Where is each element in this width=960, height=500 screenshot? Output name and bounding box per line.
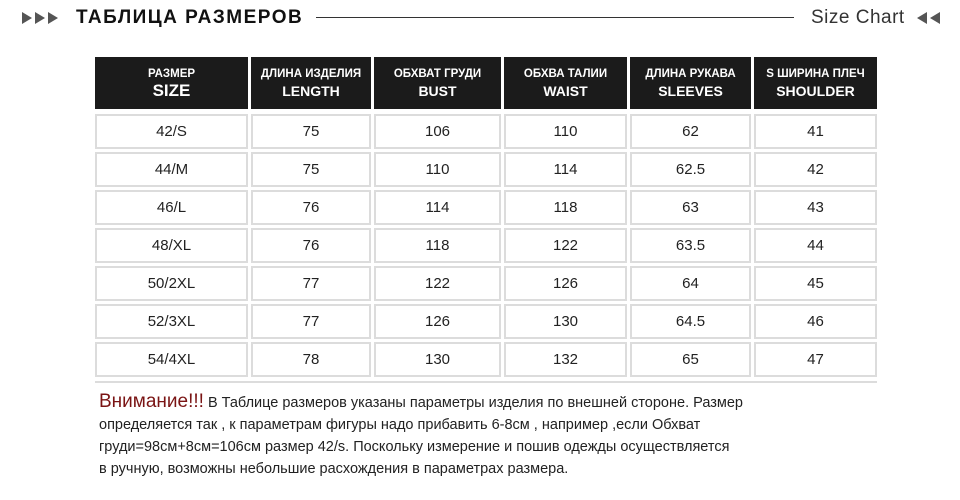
note-warning: Внимание!!! <box>99 391 204 412</box>
waist-cell: 110 <box>504 114 627 149</box>
header-en-label: SLEEVES <box>658 82 723 99</box>
sleeves-cell: 65 <box>630 342 751 377</box>
size-cell: 52/3XL <box>95 304 248 339</box>
table-row <box>95 190 877 225</box>
waist-cell: 126 <box>504 266 627 301</box>
shoulder-cell: 43 <box>754 190 877 225</box>
table-row <box>95 228 877 263</box>
bust-cell: 106 <box>374 114 501 149</box>
size-table <box>95 57 877 377</box>
header-ru-label: ДЛИНА РУКАВА <box>645 67 736 80</box>
shoulder-cell: 41 <box>754 114 877 149</box>
header-cell-length <box>251 57 371 109</box>
table-header-row <box>95 57 877 109</box>
bust-cell: 130 <box>374 342 501 377</box>
size-cell: 54/4XL <box>95 342 248 377</box>
title-en: Size Chart <box>811 7 905 28</box>
sleeves-cell: 64.5 <box>630 304 751 339</box>
length-cell: 77 <box>251 266 371 301</box>
header-cell-sleeves <box>630 57 751 109</box>
shoulder-cell: 44 <box>754 228 877 263</box>
length-cell: 76 <box>251 228 371 263</box>
table-row <box>95 266 877 301</box>
size-cell: 48/XL <box>95 228 248 263</box>
table-row <box>95 304 877 339</box>
header-ru-label: РАЗМЕР <box>147 67 196 80</box>
size-cell: 44/M <box>95 152 248 187</box>
size-cell: 42/S <box>95 114 248 149</box>
table-row <box>95 152 877 187</box>
sleeves-cell: 64 <box>630 266 751 301</box>
note-line-3: груди=98см+8см=106см размер 42/s. Поскольку измерение и пошив одежды осуществляется <box>99 439 730 455</box>
waist-cell: 132 <box>504 342 627 377</box>
sleeves-cell: 62 <box>630 114 751 149</box>
bust-cell: 126 <box>374 304 501 339</box>
bust-cell: 118 <box>374 228 501 263</box>
bust-cell: 110 <box>374 152 501 187</box>
header-ru-label: ОБХВАТ ГРУДИ <box>393 67 482 80</box>
header-cell-shoulder <box>754 57 877 109</box>
waist-cell: 130 <box>504 304 627 339</box>
header-ru-label: ДЛИНА ИЗДЕЛИЯ <box>260 67 362 80</box>
sleeves-cell: 63 <box>630 190 751 225</box>
header-en-label: WAIST <box>543 82 588 99</box>
shoulder-cell: 47 <box>754 342 877 377</box>
header-divider <box>316 17 794 18</box>
header-ru-label: ОБХВА ТАЛИИ <box>523 67 608 80</box>
note-line-1-text: В Таблице размеров указаны параметры изделия по внешней стороне. Размер <box>203 395 743 411</box>
waist-cell: 114 <box>504 152 627 187</box>
note-line-1 <box>99 391 869 414</box>
waist-cell: 118 <box>504 190 627 225</box>
length-cell: 77 <box>251 304 371 339</box>
header-en-label: LENGTH <box>282 82 340 99</box>
shoulder-cell: 45 <box>754 266 877 301</box>
table-bottom-divider <box>95 381 877 383</box>
bust-cell: 122 <box>374 266 501 301</box>
shoulder-cell: 42 <box>754 152 877 187</box>
header-cell-size <box>95 57 248 109</box>
waist-cell: 122 <box>504 228 627 263</box>
length-cell: 75 <box>251 152 371 187</box>
size-cell: 46/L <box>95 190 248 225</box>
arrows-right-icon <box>917 12 940 24</box>
arrows-left-icon <box>22 12 58 24</box>
header-en-label: SIZE <box>152 80 191 100</box>
sleeves-cell: 63.5 <box>630 228 751 263</box>
size-cell: 50/2XL <box>95 266 248 301</box>
note-line-2: определяется так , к параметрам фигуры надо прибавить 6-8см , например ,если Обхват <box>99 417 701 433</box>
length-cell: 76 <box>251 190 371 225</box>
length-cell: 78 <box>251 342 371 377</box>
size-note <box>99 391 869 480</box>
length-cell: 75 <box>251 114 371 149</box>
header-ru-label: S ШИРИНА ПЛЕЧ <box>766 67 865 80</box>
header-cell-waist <box>504 57 627 109</box>
note-line-4: в ручную, возможны небольшие расхождения в параметрах размера. <box>99 461 569 477</box>
header-en-label: SHOULDER <box>776 82 855 99</box>
shoulder-cell: 46 <box>754 304 877 339</box>
title-ru: ТАБЛИЦА РАЗМЕРОВ <box>76 7 304 28</box>
bust-cell: 114 <box>374 190 501 225</box>
header-en-label: BUST <box>418 82 457 99</box>
sleeves-cell: 62.5 <box>630 152 751 187</box>
header <box>0 0 960 40</box>
header-cell-bust <box>374 57 501 109</box>
table-row <box>95 114 877 149</box>
table-row <box>95 342 877 377</box>
